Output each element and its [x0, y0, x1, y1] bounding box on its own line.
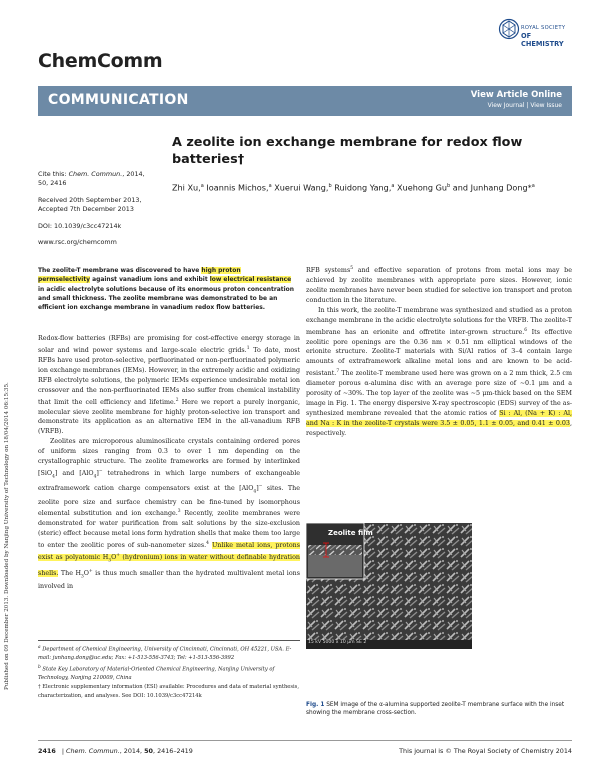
author-affiliation-marker: a [391, 183, 395, 189]
banner-links [471, 90, 562, 109]
body-text: sites. The zeolite pore size and surface chemistry can be fine-tuned by isomorphous elemental substitution and ion exchange. [38, 485, 300, 518]
view-issue-link[interactable]: View Issue [530, 102, 562, 109]
footer-citation [38, 747, 193, 755]
affiliation-b [38, 664, 300, 683]
author[interactable]: and Junhang Dong* [450, 182, 532, 193]
body-text: Unlike metal ions, protons exist as polyatomic H [38, 542, 300, 562]
page-number: 2416 [38, 747, 56, 755]
author-affiliation-marker: b [447, 183, 451, 189]
body-text: Recently, zeolite membranes were demonstrated for water purification from salt solutions by the size-exclusion (steric) effect because metal ions form hydration shells that make them too large to enter the zeolitic pores of sub-nanometer sizes. [38, 510, 300, 550]
paragraph [38, 437, 300, 592]
affiliation-marker: b [38, 664, 41, 670]
author[interactable]: Xuerui Wang, [271, 182, 329, 193]
copyright: This journal is © The Royal Society of Chemistry 2014 [399, 747, 572, 755]
superscript: − [98, 469, 103, 474]
reference[interactable]: 3 [177, 509, 181, 515]
footer-rule [38, 740, 572, 741]
body-highlight: Si : Al, (Na + K) : Al, and Na : K in the zeolite-T crystals were 3.5 ± 0.05, 1.1 ± 0.05, and 0.41 ± 0.03 [306, 410, 572, 427]
footer-journal: Chem. Commun. [66, 747, 120, 755]
figure-caption [306, 701, 572, 718]
body-text: The zeolite-T membrane used here was grown on a 2 mm thick, 2.5 cm diameter porous α-alumina disc with an average pore size of ∼0.1 μm and a porosity of ∼30%. The top layer of the zeolite was ∼5 μm-thick based on the SEM image in Fig. 1. The energy dispersive X-ray spectroscopic (EDS) survey of the as-synthesized membrane revealed that the atomic ratios of [306, 370, 572, 418]
article-type-banner [38, 86, 572, 116]
abstract-highlight: low electrical resistance [209, 276, 292, 284]
rsc-logo[interactable] [498, 14, 570, 62]
author-affiliation-marker: a [531, 183, 535, 189]
author-affiliation-marker: b [328, 183, 332, 189]
abstract-text: in acidic electrolyte solutions because of its enormous proton concentration and small thickness. The zeolite membrane was demonstrated to be an efficient ion exchange membrane in vanadium redox flow batteries. [38, 285, 294, 312]
doi[interactable]: DOI: 10.1039/c3cc47214k [38, 222, 122, 230]
view-article-online-link[interactable]: View Article Online [470, 90, 562, 100]
author[interactable]: Ruidong Yang, [331, 182, 392, 193]
article-type-label: COMMUNICATION [48, 92, 189, 108]
body-text: is thus much smaller than the hydrated multivalent metal ions involved in [38, 569, 300, 590]
body-text: and effective separation of protons from metal ions may be achieved by zeolite membranes with appropriate pore sizes. However, ionic zeolite membranes have never been studied for selective ion transport and proton conduction in the literature. [306, 267, 572, 304]
body-text: ] [96, 470, 99, 478]
subscript: 3 [81, 573, 84, 579]
reference[interactable]: 7 [336, 369, 340, 375]
author[interactable]: Xuehong Gu [394, 182, 448, 193]
body-text: O [111, 554, 117, 562]
subscript: 3 [108, 558, 112, 564]
reference[interactable]: 4 [206, 541, 209, 547]
logo-line-1: ROYAL SOCIETY [521, 25, 566, 31]
body-right-column [306, 264, 572, 439]
body-text: tetrahedrons in which large numbers of exchangeable extraframework cation charge compensators exist at the [AlO [38, 470, 300, 493]
abstract [38, 266, 294, 312]
download-stamp-text: Published on 09 December 2013. Downloaded by Nanjing University of Technology on 18/04/2014 06:15:35. [4, 382, 10, 690]
reference[interactable]: 2 [175, 397, 179, 403]
affiliation-text: State Key Laboratory of Material-Oriented Chemical Engineering, Nanjing University of Technology, Nanjing 210009, China [38, 666, 275, 681]
esi-note: † Electronic supplementary information (ESI) available: Procedures and data of material synthesis, characterization, and analyses. See DOI: 10.1039/c3cc47214k [38, 684, 299, 699]
subscript: 4 [93, 474, 97, 480]
scale-bar-text: 15 kV 5000 x 10 μm SE 2 [308, 640, 367, 645]
figure-label[interactable]: Fig. 1 [306, 702, 325, 708]
caption-text: SEM image of the α-alumina supported zeolite-T membrane surface with the inset showing the membrane cross-section. [306, 702, 565, 717]
cite-rest: , 2014, [122, 170, 145, 178]
body-text: To date, most RFBs have used proton-selective, perfluorinated or non-perfluorinated polymeric ion exchange membranes (IEMs). However, in the extremely acidic and oxidizing RFB electrolyte solutions, the polymeric IEMs experience undesirable metal ion crossover and the non-perfluorinated IEMs also suffer from chemical instability that limit the cell efficiency and lifetime. [38, 347, 300, 406]
body-text: ] [256, 485, 259, 493]
author-affiliation-marker: a [268, 183, 272, 189]
article-title: A zeolite ion exchange membrane for redox flow batteries† [172, 135, 523, 167]
affiliation-marker: a [38, 645, 41, 650]
paragraph [38, 334, 300, 437]
journal-name[interactable]: ChemComm [38, 50, 163, 72]
abstract-text: against vanadium ions and exhibit [90, 276, 210, 284]
body-text: O [83, 569, 89, 577]
footer-year: , 2014, [119, 747, 145, 755]
body-text: , respectively. [306, 419, 572, 437]
body-text: The H [58, 569, 81, 577]
author[interactable]: Ioannis Michos, [203, 182, 269, 193]
cite-label: Cite this: [38, 170, 69, 178]
rsc-emblem-icon [498, 18, 520, 40]
paragraph [306, 264, 572, 306]
subscript: 4 [52, 474, 55, 480]
reference[interactable]: 6 [524, 327, 528, 333]
sem-micrograph [306, 523, 472, 649]
subscript: 4 [253, 489, 257, 495]
body-text: ] and [AlO [54, 470, 94, 478]
view-journal-link[interactable]: View Journal [487, 102, 525, 109]
link-separator: | [524, 102, 531, 109]
logo-line-2: OF CHEMISTRY [521, 32, 564, 48]
abstract-highlight: high proton permselectivity [38, 267, 241, 284]
footer-volume: 50 [144, 747, 153, 755]
body-text: In this work, the zeolite-T membrane was synthesized and studied as a proton exchange membrane in the acidic electrolyte solutions for the VRFB. The zeolite-T membrane has an erionite and offretite inter-grown structure. [306, 306, 572, 336]
download-stamp [2, 130, 12, 690]
reference[interactable]: 1 [246, 345, 250, 351]
body-text: Zeolites are microporous aluminosilicate crystals containing ordered pores of uniform sizes ranging from 0.3 to over 1 nm depending on the crystallographic structure. The zeolite frameworks are formed by interlinked [SiO [38, 438, 300, 478]
footer-sep: | [59, 747, 67, 755]
sem-image [306, 523, 472, 649]
journal-url[interactable]: www.rsc.org/chemcomm [38, 238, 117, 246]
superscript: + [89, 568, 93, 574]
footnotes [38, 644, 300, 701]
abstract-text: The zeolite-T membrane was discovered to have [38, 267, 202, 274]
reference[interactable]: 5 [350, 266, 353, 271]
author-list [172, 180, 562, 194]
body-text: Here we report a purely inorganic, molecular sieve zeolite membrane for highly proton-selective ion transport and demonstrate its application as an alternative IEM in the all-vanadium RFB (VRFB). [38, 398, 300, 436]
body-text: Its effective zeolitic pore openings are the 0.36 nm × 0.51 nm elliptical windows of the erionite structure. Zeolite-T materials with Si/Al ratios of 3–4 contain large amounts of extraframework alkaline metal ions and are known to be acid-resistant. [306, 328, 572, 378]
accepted-date: Accepted 7th December 2013 [38, 205, 134, 214]
body-text: Redox-flow batteries (RFBs) are promising for cost-effective energy storage in solar and wind power systems and large-scale electric grids. [38, 335, 300, 355]
footer-pages: , 2416–2419 [153, 747, 193, 755]
received-date: Received 20th September 2013, [38, 196, 142, 204]
body-left-column [38, 334, 300, 592]
body-text: (hydronium) ions in water without definable hydration shells. [38, 554, 300, 577]
paragraph [306, 306, 572, 439]
journal-issue-links [471, 102, 562, 109]
footnote-rule [38, 640, 300, 641]
affiliation-a [38, 644, 300, 663]
rsc-logo-text [521, 24, 573, 48]
article-dates [38, 196, 141, 214]
author[interactable]: Zhi Xu, [172, 182, 201, 193]
cite-journal: Chem. Commun. [68, 170, 123, 178]
superscript: + [116, 553, 120, 559]
author-affiliation-marker: a [200, 183, 204, 189]
citation-info [38, 170, 145, 188]
inset-label: Zeolite film [328, 529, 373, 537]
cite-volume: 50, 2416 [38, 179, 67, 188]
affiliation-text: Department of Chemical Engineering, University of Cincinnati, Cincinnati, OH 45221, USA. E-mail: junhang.dong@uc.edu; Fax: +1-513-556-3743; Tel: +1-513-556-3992 [38, 646, 292, 662]
superscript: − [258, 484, 263, 490]
body-text: RFB systems [306, 267, 351, 275]
